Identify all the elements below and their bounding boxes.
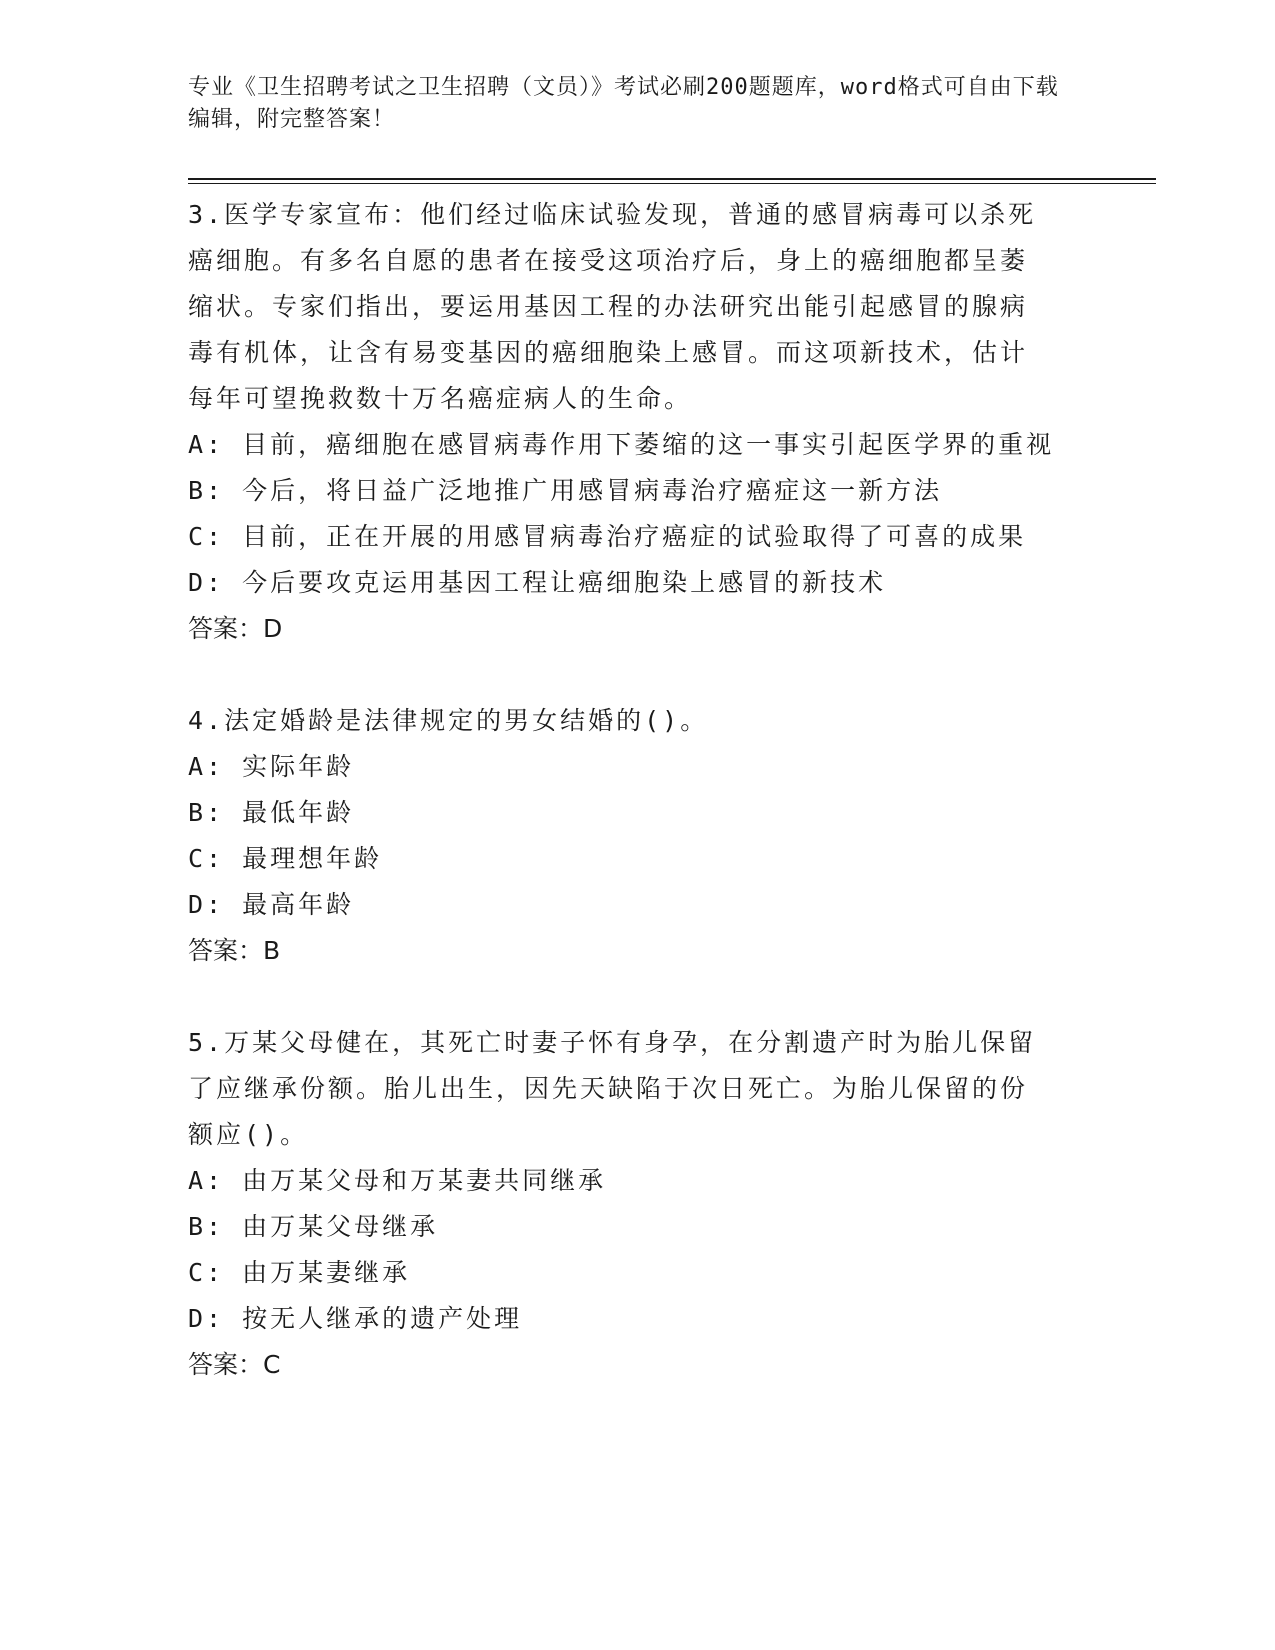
option-d: D: 今后要攻克运用基因工程让癌细胞染上感冒的新技术: [188, 568, 887, 597]
option-d: D: 按无人继承的遗产处理: [188, 1304, 523, 1333]
option-a: A: 目前，癌细胞在感冒病毒作用下萎缩的这一事实引起医学界的重视: [188, 430, 1055, 459]
question-spacer: [188, 652, 1088, 698]
question-4: [188, 698, 1088, 974]
question-list: [188, 192, 1088, 1388]
answer: 答案：D: [188, 614, 283, 643]
question-spacer: [188, 974, 1088, 1020]
option-b: B: 今后，将日益广泛地推广用感冒病毒治疗癌症这一新方法: [188, 476, 943, 505]
option-c: C: 最理想年龄: [188, 844, 383, 873]
header-divider-thick: [188, 178, 1156, 180]
answer: 答案：B: [188, 936, 281, 965]
answer: 答案：C: [188, 1350, 281, 1379]
question-5: [188, 1020, 1088, 1388]
option-c: C: 由万某妻继承: [188, 1258, 411, 1287]
option-d: D: 最高年龄: [188, 890, 355, 919]
header-divider-thin: [188, 183, 1156, 184]
question-3: [188, 192, 1088, 652]
option-a: A: 由万某父母和万某妻共同继承: [188, 1166, 607, 1195]
option-c: C: 目前，正在开展的用感冒病毒治疗癌症的试验取得了可喜的成果: [188, 522, 1027, 551]
option-a: A: 实际年龄: [188, 752, 355, 781]
document-header: 专业《卫生招聘考试之卫生招聘（文员）》考试必刷200题题库，word格式可自由下载编辑，附完整答案！: [188, 75, 1059, 132]
question-stem: 4.法定婚龄是法律规定的男女结婚的()。: [188, 706, 709, 735]
option-b: B: 最低年龄: [188, 798, 355, 827]
question-stem: 5.万某父母健在，其死亡时妻子怀有身孕，在分割遗产时为胎儿保留了应继承份额。胎儿出生，因先天缺陷于次日死亡。为胎儿保留的份额应()。: [188, 1028, 1037, 1149]
question-stem: 3.医学专家宣布：他们经过临床试验发现，普通的感冒病毒可以杀死癌细胞。有多名自愿的患者在接受这项治疗后，身上的癌细胞都呈萎缩状。专家们指出，要运用基因工程的办法研究出能引起感冒的腺病毒有机体，让含有易变基因的癌细胞染上感冒。而这项新技术，估计每年可望挽救数十万名癌症病人的生命。: [188, 200, 1037, 413]
option-b: B: 由万某父母继承: [188, 1212, 439, 1241]
